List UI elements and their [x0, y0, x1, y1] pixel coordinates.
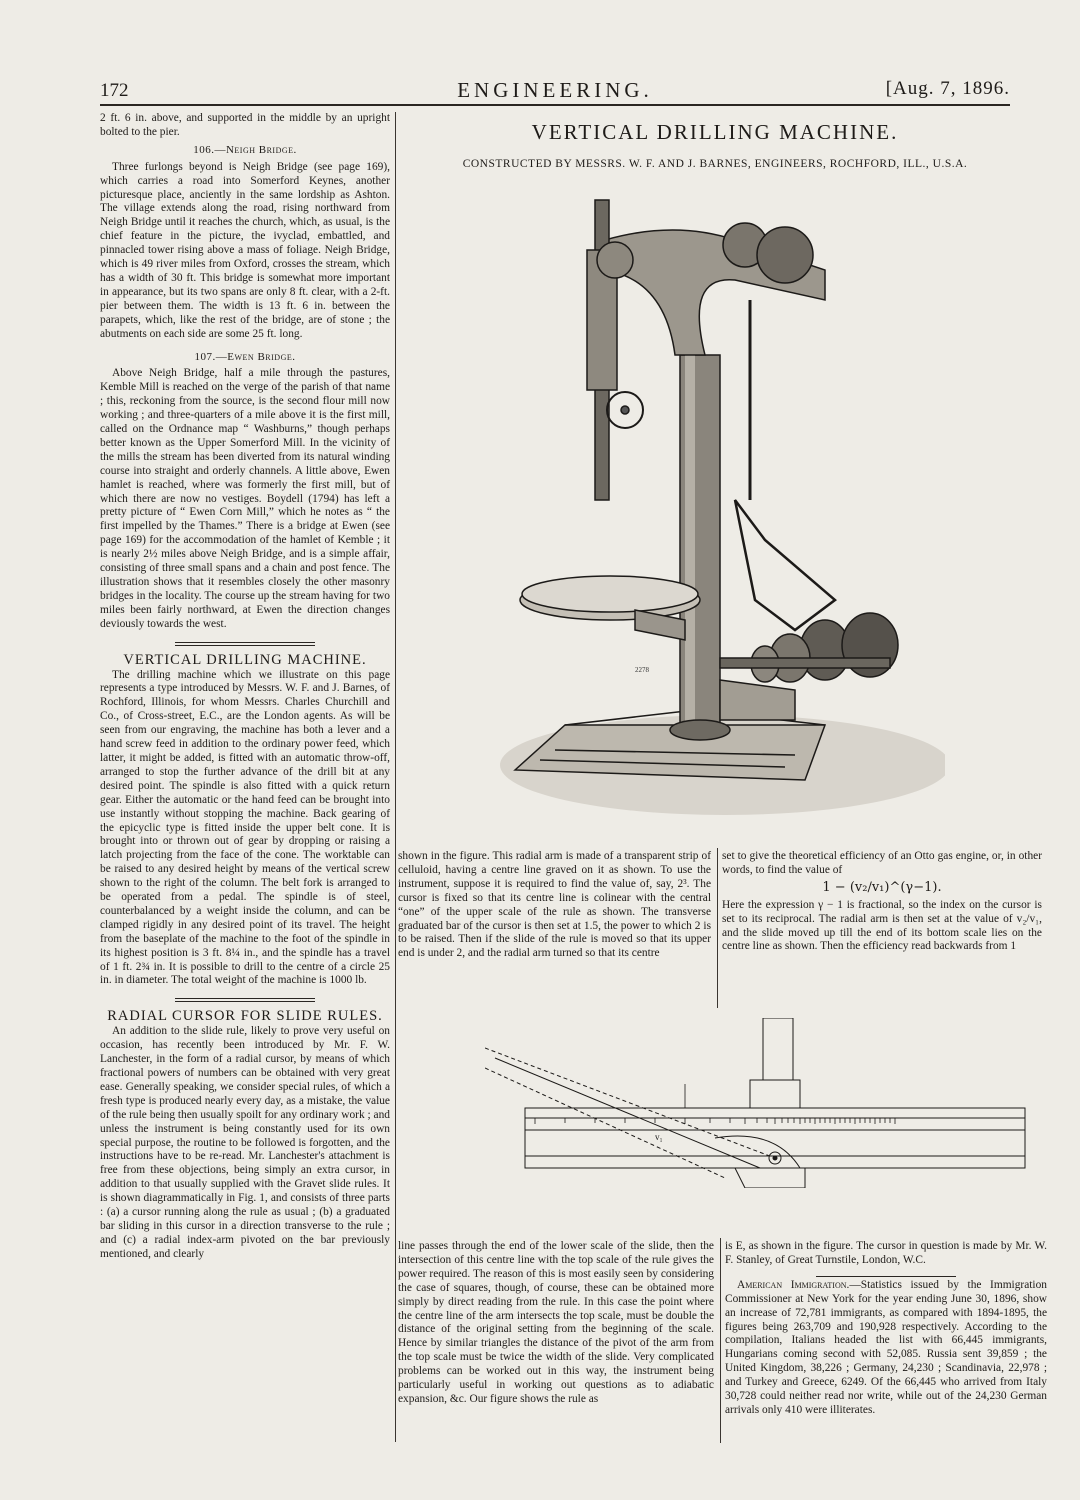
- page-number: 172: [100, 80, 129, 101]
- column-divider: [720, 1238, 721, 1443]
- figure-subtitle: CONSTRUCTED BY MESSRS. W. F. AND J. BARNES, ENGINEERS, ROCHFORD, ILL., U.S.A.: [462, 158, 968, 170]
- header-rule: [100, 104, 1010, 106]
- radial-arm-edge: [485, 1048, 775, 1158]
- paragraph: The drilling machine which we illustrate on this page represents a type introduced by Messrs. W. F. and J. Barnes, of Rochford, Illinois, for whom Messrs. Charles Churchill and Co., of Cross-street, E.C., are the London agents. As will be seen from our engraving, the machine has both a lever and a hand screw feed in addition to the ordinary power feed, which latter, it might be added, is fitted with an automatic throw-off, arranged to stop the further advance of the drill bit at any desired point. The spindle is also fitted with a quick return gear. Either the automatic or the hand feed can be brought into use instantly without stopping the machine. Back gearing of the epicyclic type is fitted inside the upper belt cone. It is brought into or thrown out of gear by dropping or raising a latch projecting from the face of the cone. The worktable can be raised to any desired height by means of the vertical screw shown to the right of the column. The belt fork is arranged to be operated from a pedal. The spindle is of steel, counterbalanced by a weight inside the column, and can be clamped rigidly in any desired point of its travel. The height from the baseplate of the machine to the foot of the spindle in its highest position is 3 ft. 8¼ in., and the spindle has a travel of 1 ft. 2¾ in. It is possible to drill to the centre of a circle 25 in. in diameter. The total weight of the machine is 1000 lb.: [100, 668, 390, 987]
- immigration-text: —Statistics issued by the Immigration Commissioner at New York for the year ending June 30, 1896, show an increase of 72,781 immigrants, as compared with 1894-1895, the figures being 263,709 and 190,928 respectively. According to the compilation, Italians headed the list with 66,445 immigrants, Hungarians coming second with 52,085. Russia sent 39,859 ; the United Kingdom, 38,226 ; Germany, 24,230 ; Scandinavia, 22,978 ; and Turkey and Greece, 6249. Of the 66,445 who arrived from Italy 30,728 could neither read nor write, while out of the 24,230 German arrivals only 410 were illiterates.: [725, 1278, 1047, 1416]
- cursor-frame: [750, 1080, 800, 1108]
- efficiency-formula: 1 − (v₂/v₁)^(γ−1).: [822, 879, 942, 895]
- paragraph: is E, as shown in the figure. The cursor in question is made by Mr. W. F. Stanley, of Great Turnstile, London, W.C.: [725, 1240, 1047, 1266]
- figure-number: 2278: [635, 666, 649, 674]
- paragraph: 2 ft. 6 in. above, and supported in the middle by an upright bolted to the pier.: [100, 112, 390, 138]
- middle-column-b: [722, 850, 1042, 954]
- immigration-lead: American Immigration.: [737, 1278, 850, 1291]
- section-rule: [175, 998, 315, 1002]
- immigration-paragraph: [725, 1279, 1047, 1418]
- drilling-machine-engraving: [495, 180, 945, 820]
- cursor-bar: [763, 1018, 793, 1080]
- figure-title: VERTICAL DRILLING MACHINE.: [531, 120, 899, 144]
- column-divider: [395, 112, 396, 1442]
- radial-cursor-diagram: [485, 1018, 1040, 1188]
- issue-date: [Aug. 7, 1896.: [885, 78, 1010, 99]
- article-title: VERTICAL DRILLING MACHINE.: [123, 651, 367, 668]
- section-rule: [175, 642, 315, 646]
- scale-label-v1: v₁: [655, 1132, 663, 1142]
- journal-title: ENGINEERING.: [457, 78, 653, 102]
- bottom-column-b: [725, 1240, 1047, 1418]
- paragraph: An addition to the slide rule, likely to prove very useful on occasion, has recently been introduced by Mr. F. W. Lanchester, in the form of a radial cursor, by means of which fractional powers of numbers can be obtained with very great ease. Generally speaking, we consider special rules, of which a fresh type is produced nearly every day, as a mistake, the value of the rule being then usually spoilt for any ordinary work ; and unless the instrument is being constantly used for its own special purpose, the routine to be followed is forgotten, and the instructions have to be re-read. Mr. Lanchester's attachment is free from these objections, being simply an extra cursor, in addition to that usually supplied with the Gravet slide rules. It is shown diagrammatically in Fig. 1, and consists of three parts : (a) a cursor running along the rule as usual ; (b) a graduated bar sliding in this cursor in a direction transverse to the rule ; and (c) a radial index-arm pivoted on the bar previously mentioned, and clearly: [100, 1025, 390, 1260]
- column-divider: [717, 848, 718, 1008]
- bottom-column-a: [398, 1240, 714, 1407]
- paragraph: shown in the figure. This radial arm is made of a transparent strip of celluloid, having a centre line graved on it as shown. To use the instrument, suppose it is required to find the value of, say, 2³. The cursor is fixed so that its centre line is colinear with the central “one” of the upper scale of the rule as shown. The transverse graduated bar of the cursor is then set at 1.5, the power to which 2 is to be raised. Then if the slide of the rule is moved so that its upper end is under 2, and the radial arm turned so that its centre: [398, 850, 711, 960]
- section-heading: 106.—Neigh Bridge.: [193, 143, 297, 156]
- middle-column-a: [398, 850, 711, 961]
- paragraph: line passes through the end of the lower scale of the slide, then the intersection of this centre line with the top scale of the rule gives the power required. The reason of this is most easily seen by considering the case of squares, though, of course, these can be obtained more simply by direct reading from the rule. In this case the point where the centre line of the arm intersects the top scale, must be double the distance of the original setting from the beginning of the scale. Hence by similar triangles the distance of the pivot of the arm from the top scale must be twice the width of the slide. Very complicated problems can be worked out in this way, the instrument being particularly useful in working out questions as to adiabatic expansion, &c. Our figure shows the rule as: [398, 1240, 714, 1405]
- running-head: [100, 76, 1010, 106]
- section-rule: [816, 1276, 956, 1277]
- left-column: [100, 112, 390, 1262]
- article-title: RADIAL CURSOR FOR SLIDE RULES.: [107, 1008, 383, 1025]
- paragraph: Above Neigh Bridge, half a mile through the pastures, Kemble Mill is reached on the verge of the parish of that name ; this, reckoning from the source, is the second flour mill now working ; and three-quarters of a mile above it is the first mill, called on the Ordnance map “ Washburns,” though perhaps better known as the Upper Somerford Mill. In the vicinity of the mills the stream has been diverted from its natural winding course into straight and orderly channels. A little above, Ewen hamlet is reached, where was formerly the first mill, but of which there are now no vestiges. Boydell (1794) has left a pretty picture of “ Ewen Corn Mill,” which he notes as “ the first impelled by the Thames.” There is a bridge at Ewen (see page 169) for the accommodation of the hamlet of Kemble ; it is nearly 2½ miles above Neigh Bridge, and is a simple affair, consisting of three small spans and a chain and post fence. The illustration shows that it resembles closely the other masonry bridges in the locality. The course up the stream having for two miles been fairly northward, at Ewen the direction changes deviously towards the west.: [100, 367, 390, 630]
- paragraph: Here the expression γ − 1 is fractional, so the index on the cursor is set to its reciprocal. The radial arm is then set at the value of v₂/v₁, and the slide moved up till the end of its bottom scale lies on the centre line as shown. Then the efficiency read backwards from 1: [722, 898, 1042, 953]
- cursor-arc: [715, 1136, 800, 1168]
- paragraph: set to give the theoretical efficiency of an Otto gas engine, or, in other words, to find the value of: [722, 850, 1042, 876]
- belt-fork-frame: [735, 500, 835, 630]
- section-heading: 107.—Ewen Bridge.: [194, 350, 296, 363]
- radial-arm-centre-line: [495, 1058, 760, 1168]
- paragraph: Three furlongs beyond is Neigh Bridge (see page 169), which carries a road into Somerford Keynes, another picturesque place, anciently in the same lordship as Ashton. The village extends along the road, rising northward from Neigh Bridge until it reaches the church, which, as usual, is the chief feature in the picture, the ivyclad, embattled, and pinnacled tower rising above a mass of foliage. Neigh Bridge, which is 49 river miles from Oxford, crosses the stream, which has a width of 30 ft. This bridge is somewhat more important in appearance, but its two spans are only 8 ft. clear, with a 2-ft. pier between them. The width is 13 ft. 6 in. between the parapets, which, like the rest of the bridge, are of stone ; the abutments on each side are some 25 ft. long.: [100, 160, 390, 340]
